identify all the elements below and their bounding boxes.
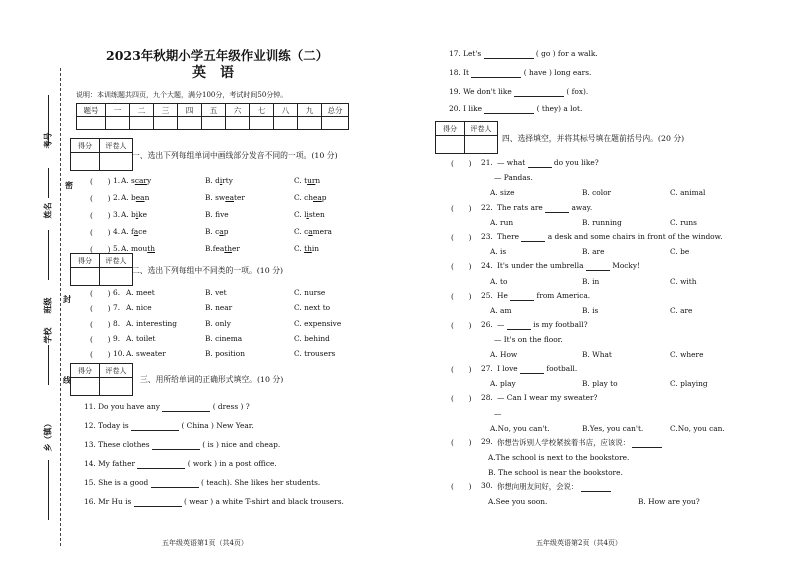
- answer-bracket[interactable]: ( ): [90, 320, 111, 329]
- option-b: B. How are you?: [638, 497, 700, 506]
- score-cell[interactable]: [274, 117, 298, 130]
- answer-bracket[interactable]: ( ): [451, 394, 472, 403]
- grader-score-label: 得分: [71, 254, 100, 268]
- question-pre: — what: [497, 158, 526, 167]
- option-underlined: a: [308, 227, 313, 236]
- fill-blank-item: [84, 421, 254, 431]
- score-cell[interactable]: [154, 117, 178, 130]
- option-c: C. runs: [670, 218, 697, 227]
- question-post: is my football?: [533, 320, 588, 329]
- option-prefix: B. f: [205, 210, 221, 219]
- option-prefix: A. f: [121, 227, 134, 236]
- fill-blank-item: [449, 104, 582, 114]
- answer-blank[interactable]: [521, 232, 545, 242]
- option-a: A.See you soon.: [488, 497, 548, 506]
- score-cell[interactable]: [130, 117, 154, 130]
- banji-line[interactable]: [48, 230, 50, 280]
- option-c: C. expensive: [294, 319, 342, 328]
- question-line-2: — Pandas.: [494, 173, 533, 182]
- option-underlined: a: [219, 227, 224, 236]
- answer-bracket[interactable]: ( ): [90, 350, 111, 359]
- answer-blank[interactable]: [151, 478, 199, 488]
- grader-score-cell[interactable]: [71, 268, 100, 286]
- grader-reviewer-cell[interactable]: [100, 153, 133, 171]
- page-title: 2023年秋期小学五年级作业训练（二）: [106, 48, 329, 63]
- item-number: 22.: [481, 203, 493, 212]
- answer-bracket[interactable]: ( ): [90, 211, 111, 220]
- question-pre: There: [497, 232, 519, 241]
- question-pre: — Can I wear my sweater?: [497, 393, 598, 402]
- score-cell[interactable]: [298, 117, 322, 130]
- item-number: 10.: [113, 349, 125, 358]
- option-prefix: A. b: [121, 193, 136, 202]
- section4-title: 四、选择填空，并将其标号填在题前括号内。(20 分): [502, 134, 685, 143]
- answer-blank[interactable]: [510, 291, 534, 301]
- item-number: 2.: [113, 193, 121, 202]
- option-suffix: mera: [312, 227, 332, 236]
- score-cell[interactable]: [226, 117, 250, 130]
- answer-bracket[interactable]: ( ): [451, 321, 472, 330]
- grader-reviewer-label: 评卷人: [100, 364, 133, 378]
- question-text: [497, 158, 599, 168]
- xiangzhen-label: 乡（镇）: [42, 419, 53, 452]
- item-number: 25.: [481, 291, 493, 300]
- option-a: A. toilet: [126, 334, 156, 343]
- option-b: [205, 193, 245, 202]
- answer-blank[interactable]: [528, 158, 552, 168]
- question-pre: —: [497, 320, 505, 329]
- option-suffix: er: [232, 244, 240, 253]
- option-a: A. interesting: [126, 319, 178, 328]
- question-post: do you like?: [553, 158, 599, 167]
- question-post: a desk and some chairs in front of the window.: [547, 232, 723, 241]
- score-cell[interactable]: [250, 117, 274, 130]
- question-text: [497, 261, 640, 271]
- kaohao-label: 考号: [42, 132, 53, 149]
- question-text: [497, 393, 597, 402]
- score-cell[interactable]: [322, 117, 349, 130]
- option-a: A. nice: [126, 303, 152, 312]
- answer-blank[interactable]: [514, 87, 564, 97]
- option-b: B. The school is near the bookstore.: [488, 468, 623, 477]
- option-b: B. play to: [582, 379, 618, 388]
- option-b: B. is: [582, 306, 599, 315]
- section3-title: 三、用所给单词的正确形式填空。(10 分): [140, 375, 284, 384]
- fill-blank-item: [449, 68, 591, 78]
- option-a: [121, 176, 151, 185]
- grader-box-4: [435, 121, 498, 154]
- word-hint: ( wear ) a white T-shirt and black trousers.: [183, 497, 344, 506]
- word-hint: ( they) a lot.: [536, 104, 583, 113]
- option-c: C. are: [670, 306, 693, 315]
- option-b: B.Yes, you can't.: [582, 424, 644, 433]
- word-hint: ( is ) nice and cheap.: [202, 440, 281, 449]
- word-hint: ( China ) New Year.: [181, 421, 254, 430]
- option-c: C. nurse: [294, 288, 326, 297]
- xiangzhen-line[interactable]: [48, 460, 50, 520]
- grader-box-1: [70, 138, 133, 171]
- fill-blank-item: [449, 87, 588, 97]
- fill-blank-item: [84, 402, 250, 412]
- answer-bracket[interactable]: ( ): [451, 204, 472, 213]
- fill-blank-item: [449, 49, 598, 59]
- footer-left: 五年级英语第1页（共4页）: [162, 539, 248, 547]
- option-b: B. near: [205, 303, 233, 312]
- option-a: A. am: [490, 306, 512, 315]
- option-prefix: B. c: [205, 227, 220, 236]
- item-number: 1.: [113, 176, 121, 185]
- question-text: 17. Let's: [449, 49, 482, 58]
- score-summary-table: [76, 103, 349, 130]
- option-b: B. position: [205, 349, 246, 358]
- option-c: C. next to: [294, 303, 331, 312]
- answer-blank[interactable]: [545, 203, 569, 213]
- question-pre: It's under the umbrella: [497, 261, 584, 270]
- option-b: [205, 176, 233, 185]
- option-suffix: p: [223, 227, 229, 236]
- score-header-cell: 九: [298, 104, 322, 117]
- option-b: B. color: [582, 188, 612, 197]
- fill-blank-item: [84, 440, 280, 450]
- item-number: 3.: [113, 210, 121, 219]
- item-number: 4.: [113, 227, 121, 236]
- option-suffix: ce: [138, 227, 147, 236]
- answer-blank[interactable]: [507, 320, 531, 330]
- xian-mark: 线: [63, 375, 71, 385]
- word-hint: ( dress ) ?: [212, 402, 250, 411]
- question-text: 14. My father: [84, 459, 135, 468]
- score-header-cell: 七: [250, 104, 274, 117]
- grader-reviewer-cell[interactable]: [465, 136, 498, 154]
- xingming-label: 姓名: [42, 202, 53, 219]
- grader-score-cell[interactable]: [436, 136, 465, 154]
- option-a: A.No, you can't.: [490, 424, 550, 433]
- grader-score-label: 得分: [436, 122, 465, 136]
- option-prefix: A. s: [121, 176, 135, 185]
- question-text: 18. It: [449, 68, 469, 77]
- answer-blank[interactable]: [581, 482, 611, 492]
- item-number: 23.: [481, 232, 493, 241]
- score-cell[interactable]: [178, 117, 202, 130]
- question-line-2: — It's on the floor.: [494, 335, 563, 344]
- feng-mark: 封: [63, 294, 71, 304]
- grader-reviewer-label: 评卷人: [465, 122, 498, 136]
- binding-dashed-line: [60, 68, 61, 546]
- option-a: A. size: [490, 188, 515, 197]
- answer-blank[interactable]: [586, 261, 610, 271]
- option-suffix: ve: [220, 210, 229, 219]
- answer-blank[interactable]: [632, 438, 662, 448]
- option-b: [205, 244, 240, 253]
- word-hint: ( teach). She likes her students.: [201, 478, 321, 487]
- question-post: football.: [546, 364, 578, 373]
- answer-bracket[interactable]: ( ): [451, 365, 472, 374]
- option-a: A. play: [490, 379, 516, 388]
- option-a: A. meet: [126, 288, 155, 297]
- option-b: B. in: [582, 277, 600, 286]
- option-underlined: th: [224, 244, 233, 253]
- grader-score-label: 得分: [71, 139, 100, 153]
- item-number: 29.: [481, 437, 493, 446]
- score-cell[interactable]: [77, 117, 106, 130]
- answer-blank[interactable]: [137, 459, 185, 469]
- answer-blank[interactable]: [471, 68, 521, 78]
- option-c: C. behind: [294, 334, 330, 343]
- option-suffix: y: [146, 176, 152, 185]
- option-a: A.The school is next to the bookstore.: [488, 453, 630, 462]
- option-suffix: p: [321, 193, 327, 202]
- score-header-cell: 一: [106, 104, 130, 117]
- option-c: C. trousers: [294, 349, 336, 358]
- option-a: A. sweater: [126, 349, 166, 358]
- section1-title: 一、选出下列每组单词中画线部分发音不同的一项。(10 分): [132, 151, 338, 160]
- question-text: [497, 364, 577, 374]
- option-prefix: C. ch: [294, 193, 313, 202]
- option-underlined: car: [134, 176, 147, 185]
- answer-blank[interactable]: [520, 364, 544, 374]
- option-c: C. with: [670, 277, 697, 286]
- question-line-2: —: [494, 409, 502, 418]
- question-pre: The rats are: [497, 203, 543, 212]
- item-number: 24.: [481, 261, 493, 270]
- score-header-cell: 二: [130, 104, 154, 117]
- answer-blank[interactable]: [134, 497, 182, 507]
- footer-right: 五年级英语第2页（共4页）: [536, 539, 622, 547]
- answer-bracket[interactable]: ( ): [90, 194, 111, 203]
- question-pre: He: [497, 291, 508, 300]
- word-hint: ( have ) long ears.: [523, 68, 592, 77]
- score-cell[interactable]: [106, 117, 130, 130]
- answer-bracket[interactable]: ( ): [451, 233, 472, 242]
- question-text: 20. I like: [449, 104, 482, 113]
- option-suffix: ter: [234, 193, 245, 202]
- item-number: 28.: [481, 393, 493, 402]
- option-suffix: sten: [308, 210, 325, 219]
- item-number: 30.: [481, 481, 493, 490]
- option-c: C. animal: [670, 188, 706, 197]
- option-b: B. running: [582, 218, 622, 227]
- option-b: B. are: [582, 247, 605, 256]
- section2-title: 二、选出下列每组中不同类的一项。(10 分): [132, 266, 284, 275]
- option-underlined: th: [147, 244, 155, 253]
- option-suffix: n: [315, 176, 321, 185]
- item-number: 6.: [113, 288, 121, 297]
- option-b: B. cinema: [205, 334, 243, 343]
- item-number: 7.: [113, 303, 121, 312]
- question-text: 16. Mr Hu is: [84, 497, 132, 506]
- option-b: B. vet: [205, 288, 227, 297]
- option-a: A. to: [490, 277, 508, 286]
- option-prefix: A. b: [121, 210, 136, 219]
- option-c: [294, 176, 320, 185]
- option-underlined: i: [219, 176, 223, 185]
- instructions: 说明：本训练题共四页，九个大题，满分100分，考试时间50分钟。: [76, 91, 288, 99]
- question-text: [497, 203, 592, 213]
- answer-bracket[interactable]: ( ): [90, 289, 111, 298]
- option-underlined: ea: [225, 193, 235, 202]
- score-header-cell: 六: [226, 104, 250, 117]
- mi-mark: 密: [65, 180, 73, 190]
- question-post: away.: [571, 203, 593, 212]
- xuexiao-label: 学校: [42, 327, 53, 344]
- option-b: [205, 210, 229, 219]
- grader-reviewer-label: 评卷人: [100, 254, 133, 268]
- question-text: [497, 437, 662, 448]
- question-post: from America.: [536, 291, 591, 300]
- xingming-line[interactable]: [48, 168, 50, 198]
- option-c: [294, 227, 332, 236]
- item-number: 9.: [113, 334, 121, 343]
- answer-bracket[interactable]: ( ): [90, 304, 111, 313]
- word-hint: ( go ) for a walk.: [535, 49, 598, 58]
- option-suffix: n: [144, 193, 150, 202]
- answer-bracket[interactable]: ( ): [451, 159, 472, 168]
- item-number: 27.: [481, 364, 493, 373]
- answer-blank[interactable]: [162, 402, 210, 412]
- option-suffix: in: [311, 244, 319, 253]
- option-b: [205, 227, 228, 236]
- option-underlined: th: [304, 244, 312, 253]
- question-text: 11. Do you have any: [84, 402, 160, 411]
- question-text: 13. These clothes: [84, 440, 150, 449]
- option-a: A. run: [490, 218, 514, 227]
- answer-blank[interactable]: [484, 49, 534, 59]
- question-text: 12. Today is: [84, 421, 129, 430]
- word-hint: ( fox).: [566, 87, 589, 96]
- grader-reviewer-cell[interactable]: [100, 378, 133, 396]
- item-number: 26.: [481, 320, 493, 329]
- option-prefix: B. d: [205, 176, 220, 185]
- score-header-cell: 五: [202, 104, 226, 117]
- option-underlined: ea: [313, 193, 322, 202]
- score-header-cell: 四: [178, 104, 202, 117]
- grader-box-2: [70, 253, 133, 286]
- question-pre: 你想告诉别人学校紧挨着书店，应该说：: [497, 438, 631, 447]
- option-prefix: C. l: [294, 210, 307, 219]
- xuexiao-line[interactable]: [48, 345, 50, 385]
- grader-reviewer-label: 评卷人: [100, 139, 133, 153]
- question-pre: 你想向朋友问好，会说：: [497, 482, 579, 491]
- question-post: Mocky!: [612, 261, 641, 270]
- option-prefix: C. c: [294, 227, 309, 236]
- score-header-cell: 总分: [322, 104, 349, 117]
- option-c: C. be: [670, 247, 690, 256]
- option-underlined: a: [133, 227, 139, 236]
- score-header-cell: 八: [274, 104, 298, 117]
- option-a: [121, 244, 155, 253]
- fill-blank-item: [84, 497, 344, 507]
- option-underlined: i: [135, 210, 139, 219]
- score-header-cell: 题号: [77, 104, 106, 117]
- question-text: [497, 481, 611, 492]
- item-number: 21.: [481, 158, 493, 167]
- option-b: B. What: [582, 350, 612, 359]
- question-pre: I love: [497, 364, 518, 373]
- fill-blank-item: [84, 459, 277, 469]
- grader-score-cell[interactable]: [71, 378, 100, 396]
- answer-blank[interactable]: [484, 104, 534, 114]
- grader-score-label: 得分: [71, 364, 100, 378]
- subject-title: 英 语: [192, 65, 234, 81]
- score-cell[interactable]: [202, 117, 226, 130]
- option-c: [294, 210, 325, 219]
- option-c: C.No, you can.: [670, 424, 725, 433]
- answer-bracket[interactable]: ( ): [90, 228, 111, 237]
- question-text: [497, 291, 590, 301]
- answer-blank[interactable]: [152, 440, 200, 450]
- option-a: A. How: [490, 350, 518, 359]
- question-text: [497, 232, 722, 242]
- fill-blank-item: [84, 478, 320, 488]
- option-c: C. playing: [670, 379, 708, 388]
- answer-blank[interactable]: [131, 421, 179, 431]
- grader-score-cell[interactable]: [71, 153, 100, 171]
- question-text: 15. She is a good: [84, 478, 149, 487]
- question-text: 19. We don't like: [449, 87, 512, 96]
- option-a: [121, 193, 149, 202]
- answer-bracket[interactable]: ( ): [451, 292, 472, 301]
- option-prefix: C.: [294, 244, 305, 253]
- grader-box-3: [70, 363, 133, 396]
- option-suffix: rty: [222, 176, 233, 185]
- item-number: 5.: [113, 244, 121, 253]
- answer-bracket[interactable]: ( ): [90, 245, 111, 254]
- option-a: A. is: [490, 247, 507, 256]
- option-b: B. only: [205, 319, 231, 328]
- option-underlined: ur: [307, 176, 316, 185]
- option-underlined: ea: [135, 193, 145, 202]
- banji-label: 班级: [42, 297, 53, 314]
- option-prefix: A. mou: [121, 244, 148, 253]
- option-a: [121, 227, 147, 236]
- answer-bracket[interactable]: ( ): [451, 438, 472, 447]
- answer-bracket[interactable]: ( ): [451, 262, 472, 271]
- option-underlined: i: [306, 210, 309, 219]
- option-a: [121, 210, 147, 219]
- question-text: [497, 320, 588, 330]
- option-c: C. where: [670, 350, 704, 359]
- option-c: [294, 193, 327, 202]
- option-suffix: ke: [138, 210, 148, 219]
- option-c: [294, 244, 319, 253]
- answer-bracket[interactable]: ( ): [90, 177, 111, 186]
- item-number: 8.: [113, 319, 121, 328]
- option-prefix: B. sw: [205, 193, 226, 202]
- option-prefix: B.fea: [205, 244, 225, 253]
- option-prefix: C. t: [294, 176, 308, 185]
- grader-reviewer-cell[interactable]: [100, 268, 133, 286]
- word-hint: ( work ) in a post office.: [187, 459, 277, 468]
- answer-bracket[interactable]: ( ): [90, 335, 111, 344]
- score-header-cell: 三: [154, 104, 178, 117]
- answer-bracket[interactable]: ( ): [451, 482, 472, 491]
